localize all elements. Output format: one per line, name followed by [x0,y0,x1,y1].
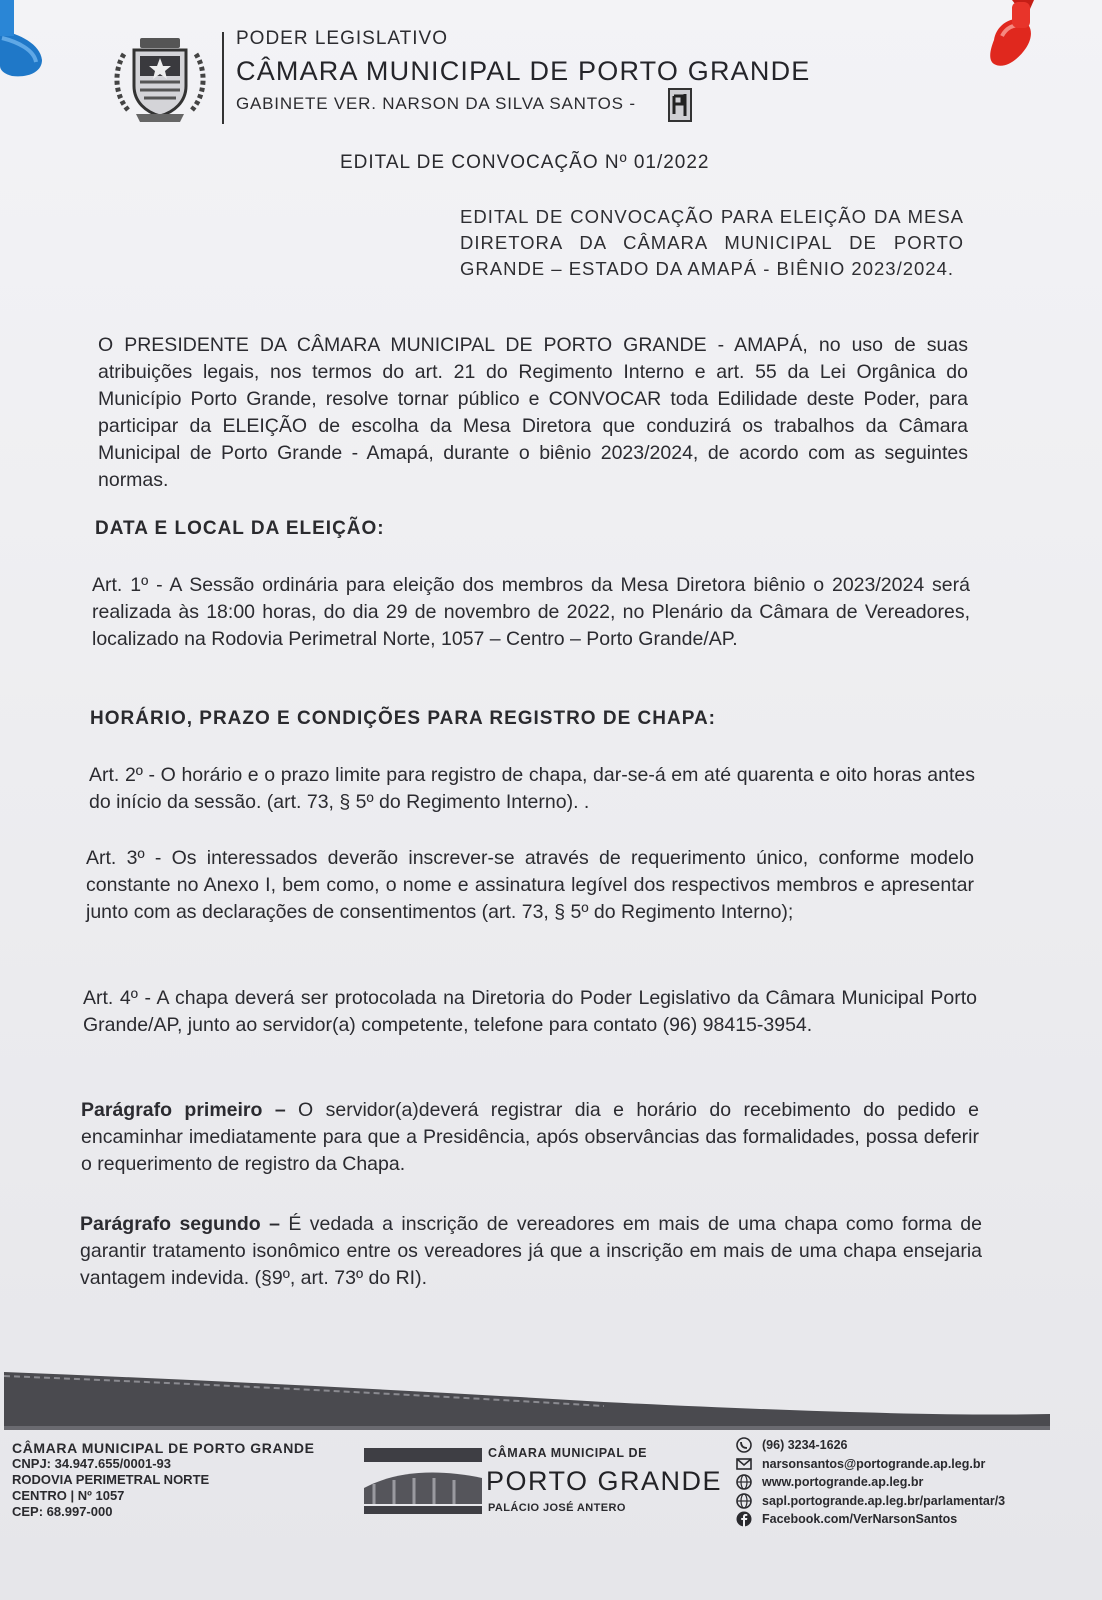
footer-address [12,1440,342,1520]
intro-paragraph: O PRESIDENTE DA CÂMARA MUNICIPAL DE PORTO GRANDE - AMAPÁ, no uso de suas atribuições legais, nos termos do art. 21 do Regimento Interno e art. 55 da Lei Orgânica do Município Porto Grande, resolve tornar público e CONVOCAR toda Edilidade deste Poder, para participar da ELEIÇÃO de escolha da Mesa Diretora que conduzirá os trabalhos da Câmara Municipal de Porto Grande - Amapá, durante o biênio 2023/2024, de acordo com as seguintes normas. [98,334,968,491]
footer-contacts [736,1436,1066,1529]
contact-website [736,1473,1066,1492]
footer-decorative-band [4,1372,1050,1430]
document-title: EDITAL DE CONVOCAÇÃO Nº 01/2022 [340,152,710,173]
facebook-icon [736,1511,752,1527]
contact-facebook [736,1510,1066,1529]
phone-icon [736,1437,752,1453]
article-3: Art. 3º - Os interessados deverão inscrever-se através de requerimento único, conforme modelo constante no Anexo I, bem como, o nome e assinatura legível dos respectivos membros e apresentar junto com as declarações de consentimentos (art. 73, § 5º do Regimento Interno); [86,847,974,923]
header-branch: PODER LEGISLATIVO [236,28,448,49]
footer-logo-line2: PORTO GRANDE [486,1466,723,1496]
footer-centro: CENTRO | Nº 1057 [12,1488,125,1503]
contact-facebook-text: Facebook.com/VerNarsonSantos [762,1512,958,1526]
article-2: Art. 2º - O horário e o prazo limite para registro de chapa, dar-se-á em até quarenta e oito horas antes do início da sessão. (art. 73, § 5º do Regimento Interno). . [89,764,975,813]
globe-icon [736,1493,752,1509]
article-4: Art. 4º - A chapa deverá ser protocolada na Diretoria do Poder Legislativo da Câmara Municipal Porto Grande/AP, junto ao servidor(a) competente, telefone para contato (96) 98415-3954. [83,987,977,1036]
article-1: Art. 1º - A Sessão ordinária para eleição dos membros da Mesa Diretora biênio o 2023/2024 será realizada às 18:00 horas, do dia 29 de novembro de 2022, no Plenário da Câmara de Vereadores, localizado na Rodovia Perimetral Norte, 1057 – Centro – Porto Grande/AP. [92,574,970,650]
party-logo-icon [668,88,692,122]
footer-cnpj: CNPJ: 34.947.655/0001-93 [12,1456,172,1471]
blue-pushpin-icon [0,0,48,80]
coat-of-arms-icon [110,34,210,126]
footer-logo-line1: CÂMARA MUNICIPAL DE [488,1446,648,1460]
section-heading-date-location: DATA E LOCAL DA ELEIÇÃO: [95,518,385,539]
paragraph-second-text: É vedada a inscrição de vereadores em mais de uma chapa como forma de garantir tratamento isonômico entre os vereadores já que a inscrição em mais de uma chapa ensejaria vantagem indevida. (§9º, art. 73º do RI). [80,1213,982,1289]
globe-icon [736,1474,752,1490]
red-pushpin-icon [982,0,1042,80]
contact-sapl [736,1492,1066,1511]
footer-institution-name: CÂMARA MUNICIPAL DE PORTO GRANDE [12,1440,315,1456]
paragraph-first-text: O servidor(a)deverá registrar dia e horário do recebimento do pedido e encaminhar imediatamente para que a Presidência, após observâncias das formalidades, possa deferir o requerimento de registro da Chapa. [81,1099,980,1175]
footer-road: RODOVIA PERIMETRAL NORTE [12,1472,210,1487]
header-divider [222,32,224,124]
document-summary: EDITAL DE CONVOCAÇÃO PARA ELEIÇÃO DA MESA DIRETORA DA CÂMARA MUNICIPAL DE PORTO GRANDE – ESTADO DA AMAPÁ - BIÊNIO 2023/2024. [460,206,964,279]
paragraph-second [80,1211,982,1292]
header-office: GABINETE VER. NARSON DA SILVA SANTOS - [236,94,636,113]
footer-logo-line3: PALÁCIO JOSÉ ANTERO [488,1502,626,1514]
contact-sapl-text: sapl.portogrande.ap.leg.br/parlamentar/3 [762,1493,1006,1508]
contact-website-text: www.portogrande.ap.leg.br [762,1475,924,1489]
section-heading-registration: HORÁRIO, PRAZO E CONDIÇÕES PARA REGISTRO DE CHAPA: [90,708,717,729]
paragraph-second-lead: Parágrafo segundo – [80,1213,280,1235]
footer-cep: CEP: 68.997-000 [12,1504,113,1519]
mail-icon [736,1456,752,1472]
contact-email-text: narsonsantos@portogrande.ap.leg.br [762,1456,986,1471]
contact-phone-text: (96) 3234-1626 [762,1438,848,1452]
contact-email [736,1455,1066,1474]
palace-logo-icon [364,1444,482,1516]
header-institution: CÂMARA MUNICIPAL DE PORTO GRANDE [236,56,811,86]
footer-logo-block [364,1444,724,1524]
contact-phone [736,1436,1066,1455]
letterhead [110,28,830,128]
paragraph-first-lead: Parágrafo primeiro – [81,1099,286,1121]
paragraph-first [81,1097,979,1178]
